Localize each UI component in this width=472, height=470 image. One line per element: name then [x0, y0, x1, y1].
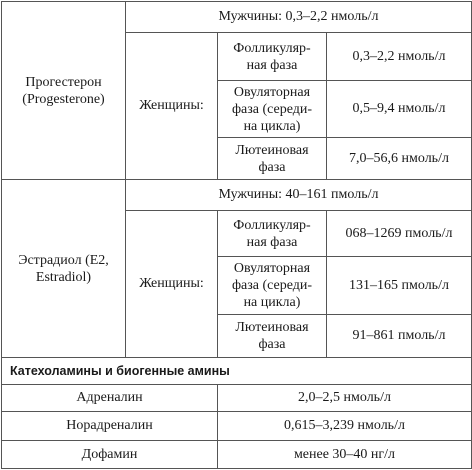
estradiol-phase-value: 068–1269 пмоль/л	[327, 211, 472, 257]
estradiol-phase-value: 91–861 пмоль/л	[327, 315, 472, 358]
progesterone-name-line1: Прогестерон	[25, 74, 102, 90]
reference-table-page	[0, 1, 472, 470]
estradiol-female-label: Женщины:	[126, 211, 218, 358]
catecholamine-name: Дофамин	[2, 441, 218, 469]
estradiol-phase-label: Лютеиновая фаза	[218, 315, 327, 358]
progesterone-male-value: Мужчины: 0,3–2,2 нмоль/л	[126, 2, 472, 33]
progesterone-phase-label: Лютеиновая фаза	[218, 138, 327, 180]
hormone-reference-table	[1, 1, 472, 469]
estradiol-name-line1: Эстрадиол (E2,	[18, 252, 109, 268]
estradiol-name-cell	[2, 180, 126, 358]
catecholamine-name: Норадреналин	[2, 412, 218, 441]
section-title: Катехоламины и биогенные амины	[2, 358, 472, 385]
progesterone-phase-value: 7,0–56,6 нмоль/л	[327, 138, 472, 180]
progesterone-name-cell	[2, 2, 126, 180]
catecholamine-value: менее 30–40 нг/л	[218, 441, 472, 469]
progesterone-phase-value: 0,3–2,2 нмоль/л	[327, 33, 472, 81]
progesterone-male-row	[2, 2, 472, 33]
estradiol-name-line2: Estradiol)	[35, 269, 92, 285]
progesterone-name-line2: (Progesterone)	[22, 91, 105, 107]
estradiol-phase-value: 131–165 пмоль/л	[327, 257, 472, 315]
estradiol-phase-label: Овуляторная фаза (середи- на цикла)	[218, 257, 327, 315]
estradiol-male-row	[2, 180, 472, 211]
catecholamine-row	[2, 412, 472, 441]
catecholamine-row	[2, 385, 472, 412]
progesterone-phase-value: 0,5–9,4 нмоль/л	[327, 81, 472, 138]
progesterone-female-label: Женщины:	[126, 33, 218, 180]
catecholamine-value: 2,0–2,5 нмоль/л	[218, 385, 472, 412]
estradiol-male-value: Мужчины: 40–161 пмоль/л	[126, 180, 472, 211]
progesterone-phase-label: Фолликуляр- ная фаза	[218, 33, 327, 81]
catecholamine-name: Адреналин	[2, 385, 218, 412]
section-header-row	[2, 358, 472, 385]
catecholamine-value: 0,615–3,239 нмоль/л	[218, 412, 472, 441]
estradiol-phase-label: Фолликуляр- ная фаза	[218, 211, 327, 257]
catecholamine-row	[2, 441, 472, 469]
progesterone-phase-label: Овуляторная фаза (середи- на цикла)	[218, 81, 327, 138]
